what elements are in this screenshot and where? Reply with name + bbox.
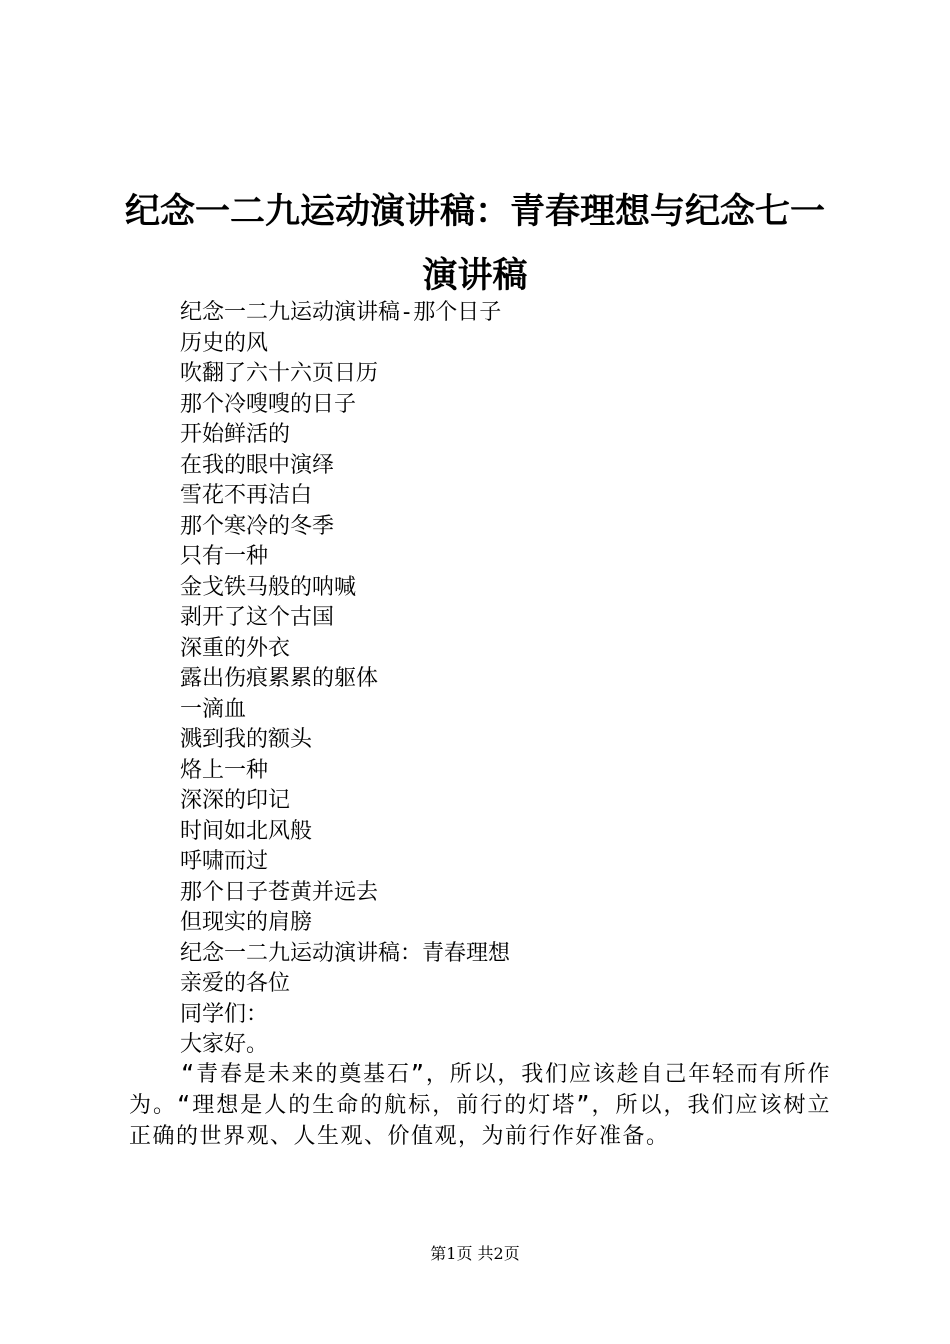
poem-line: 历史的风	[180, 330, 269, 356]
poem-line: 同学们：	[180, 1001, 269, 1027]
poem-line: 深重的外衣	[180, 635, 291, 661]
page-footer: 第1页 共2页	[430, 1244, 520, 1263]
poem-line: 呼啸而过	[180, 849, 269, 874]
poem-line: 烙上一种	[180, 757, 269, 783]
poem-line: 一滴血	[180, 696, 247, 722]
poem-lines	[180, 298, 830, 1061]
poem-line: 剥开了这个古国	[180, 605, 335, 630]
poem-line: 大家好。	[180, 1032, 269, 1057]
poem-line: 那个寒冷的冬季	[180, 513, 335, 539]
document-title: 纪念一二九运动演讲稿：青春理想与纪念七一演讲稿	[124, 191, 825, 296]
body-paragraph: “青春是未来的奠基石”，所以，我们应该趁自己年轻而有所作为。“理想是人的生命的航标，前行的灯塔”，所以，我们应该树立正确的世界观、人生观、价值观，为前行作好准备。	[129, 1062, 831, 1149]
poem-line: 亲爱的各位	[180, 971, 291, 996]
poem-line: 溅到我的额头	[180, 727, 313, 752]
poem-line: 纪念一二九运动演讲稿-那个日子	[180, 300, 502, 325]
poem-line: 那个日子苍黄并远去	[180, 879, 379, 905]
poem-line: 吹翻了六十六页日历	[180, 361, 379, 386]
poem-line: 那个冷嗖嗖的日子	[180, 391, 357, 417]
poem-line: 开始鲜活的	[180, 422, 291, 447]
poem-line: 深深的印记	[180, 788, 291, 813]
poem-line: 只有一种	[180, 544, 269, 569]
poem-line: 但现实的肩膀	[180, 910, 313, 935]
poem-line: 金戈铁马般的呐喊	[180, 574, 357, 600]
poem-line: 在我的眼中演绎	[180, 452, 335, 478]
poem-line: 纪念一二九运动演讲稿：青春理想	[180, 940, 511, 966]
poem-line: 露出伤痕累累的躯体	[180, 666, 379, 691]
poem-line: 时间如北风般	[180, 818, 313, 844]
poem-line: 雪花不再洁白	[180, 483, 313, 508]
